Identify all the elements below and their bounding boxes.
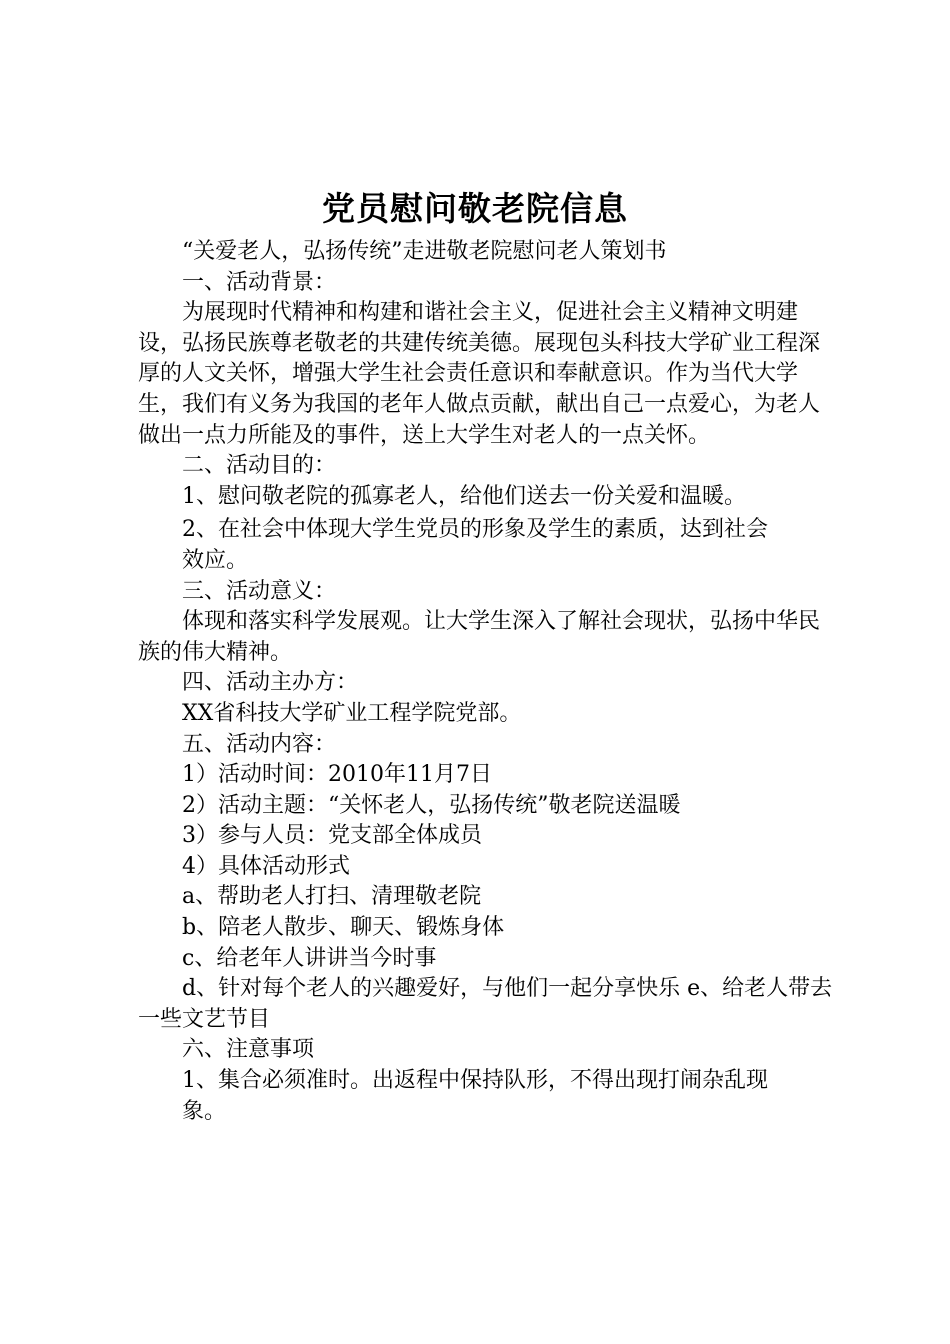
list-item-form-b: b、陪老人散步、聊天、锻炼身体 (182, 915, 505, 941)
section-heading-background: 一、活动背景： (182, 269, 337, 295)
document-body (138, 237, 838, 1127)
section-heading-notes: 六、注意事项 (182, 1037, 315, 1063)
list-item-content-4: 4）具体活动形式 (182, 853, 350, 879)
section-heading-content: 五、活动内容： (182, 731, 337, 757)
document-title: 党员慰问敬老院信息 (322, 189, 628, 228)
list-item-form-a: a、帮助老人打扫、清理敬老院 (182, 884, 482, 910)
list-item-form-c: c、给老年人讲讲当今时事 (182, 945, 437, 971)
section-heading-meaning: 三、活动意义： (182, 578, 337, 604)
paragraph-background: 为展现时代精神和构建和谐社会主义，促进社会主义精神文明建设，弘扬民族尊老敬老的共建传统美德。展现包头科技大学矿业工程深厚的人文关怀，增强大学生社会责任意识和奉献意识。作为当代大学生，我们有义务为我国的老年人做点贡献，献出自己一点爱心，为老人做出一点力所能及的事件，送上大学生对老人的一点关怀。 (138, 300, 821, 448)
list-item-notes-1: 1、集合必须准时。出返程中保持队形，不得出现打闹杂乱现象。 (182, 1068, 768, 1124)
list-item-purpose-2: 2、在社会中体现大学生党员的形象及学生的素质，达到社会效应。 (182, 517, 768, 573)
list-item-content-2: 2）活动主题：“关怀老人，弘扬传统”敬老院送温暖 (182, 792, 681, 818)
section-heading-purpose: 二、活动目的： (182, 453, 337, 479)
section-heading-organizer: 四、活动主办方： (182, 670, 359, 696)
list-item-form-d: d、针对每个老人的兴趣爱好，与他们一起分享快乐 e、给老人带去一些文艺节目 (138, 976, 833, 1032)
paragraph-organizer: XX省科技大学矿业工程学院党部。 (182, 700, 522, 726)
paragraph-meaning: 体现和落实科学发展观。让大学生深入了解社会现状，弘扬中华民族的伟大精神。 (138, 609, 821, 665)
list-item-content-3: 3）参与人员：党支部全体成员 (182, 823, 482, 849)
list-item-purpose-1: 1、慰问敬老院的孤寡老人，给他们送去一份关爱和温暖。 (182, 483, 746, 509)
list-item-content-1: 1）活动时间：2010年11月7日 (182, 762, 492, 788)
document-subtitle: “关爱老人，弘扬传统”走进敬老院慰问老人策划书 (182, 239, 667, 264)
